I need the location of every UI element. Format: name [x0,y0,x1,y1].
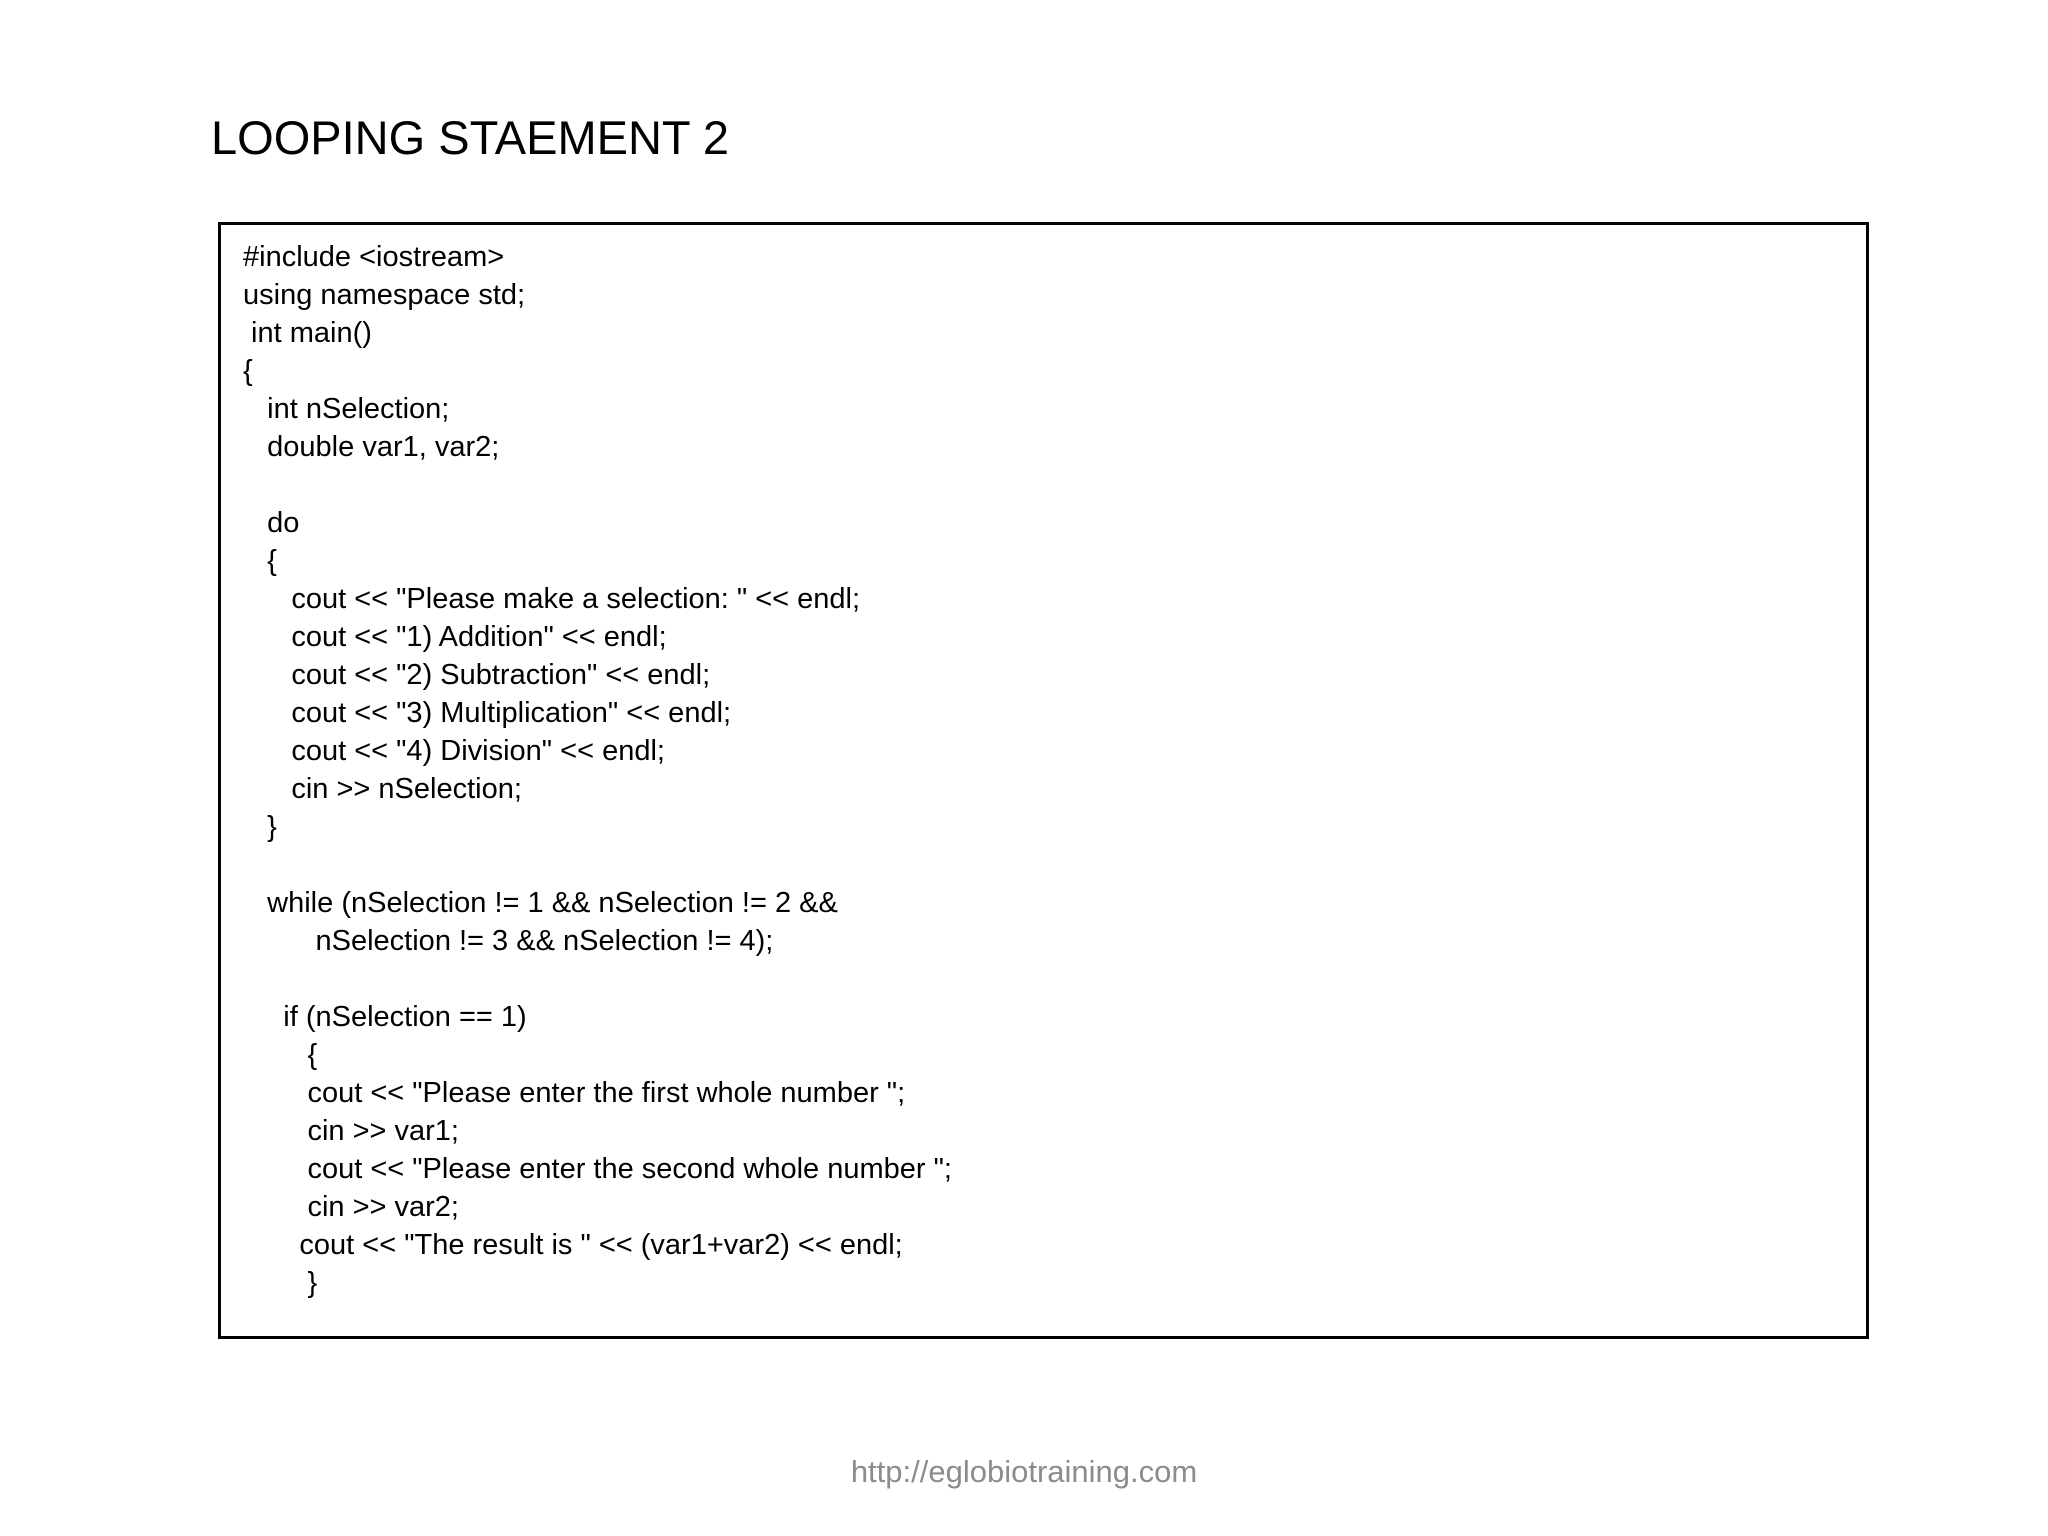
code-line: cout << "4) Division" << endl; [243,735,665,767]
code-line: { [243,355,253,387]
code-line: { [243,545,277,577]
code-line: int main() [243,317,372,349]
code-line: cout << "3) Multiplication" << endl; [243,697,732,729]
code-line: } [243,1267,318,1299]
code-line: cout << "Please make a selection: " << endl; [243,583,861,615]
code-line [243,960,952,998]
slide-title: LOOPING STAEMENT 2 [211,111,729,164]
code-line: while (nSelection != 1 && nSelection != 2 && [243,887,838,919]
code-line: double var1, var2; [243,431,500,463]
code-line: int nSelection; [243,393,450,425]
footer-url: http://eglobiotraining.com [850,1454,1198,1489]
code-line: cout << "1) Addition" << endl; [243,621,667,653]
code-line: cout << "2) Subtraction" << endl; [243,659,711,691]
code-line: { [243,1039,318,1071]
code-line: cin >> var1; [243,1115,459,1147]
code-line: cin >> nSelection; [243,773,522,805]
code-line: do [243,507,300,539]
code-line: cout << "Please enter the second whole number "; [243,1153,952,1185]
code-box [218,222,1869,1339]
code-line: #include <iostream> [243,241,505,273]
code-line [243,846,952,884]
code-line: } [243,811,277,843]
code-line: nSelection != 3 && nSelection != 4); [243,925,774,957]
code-line: cin >> var2; [243,1191,459,1223]
code-line: if (nSelection == 1) [243,1001,527,1033]
code-lines [243,238,952,1302]
code-line [243,466,952,504]
code-line: cout << "Please enter the first whole number "; [243,1077,906,1109]
code-line: using namespace std; [243,279,526,311]
code-line: cout << "The result is " << (var1+var2) << endl; [243,1229,903,1261]
